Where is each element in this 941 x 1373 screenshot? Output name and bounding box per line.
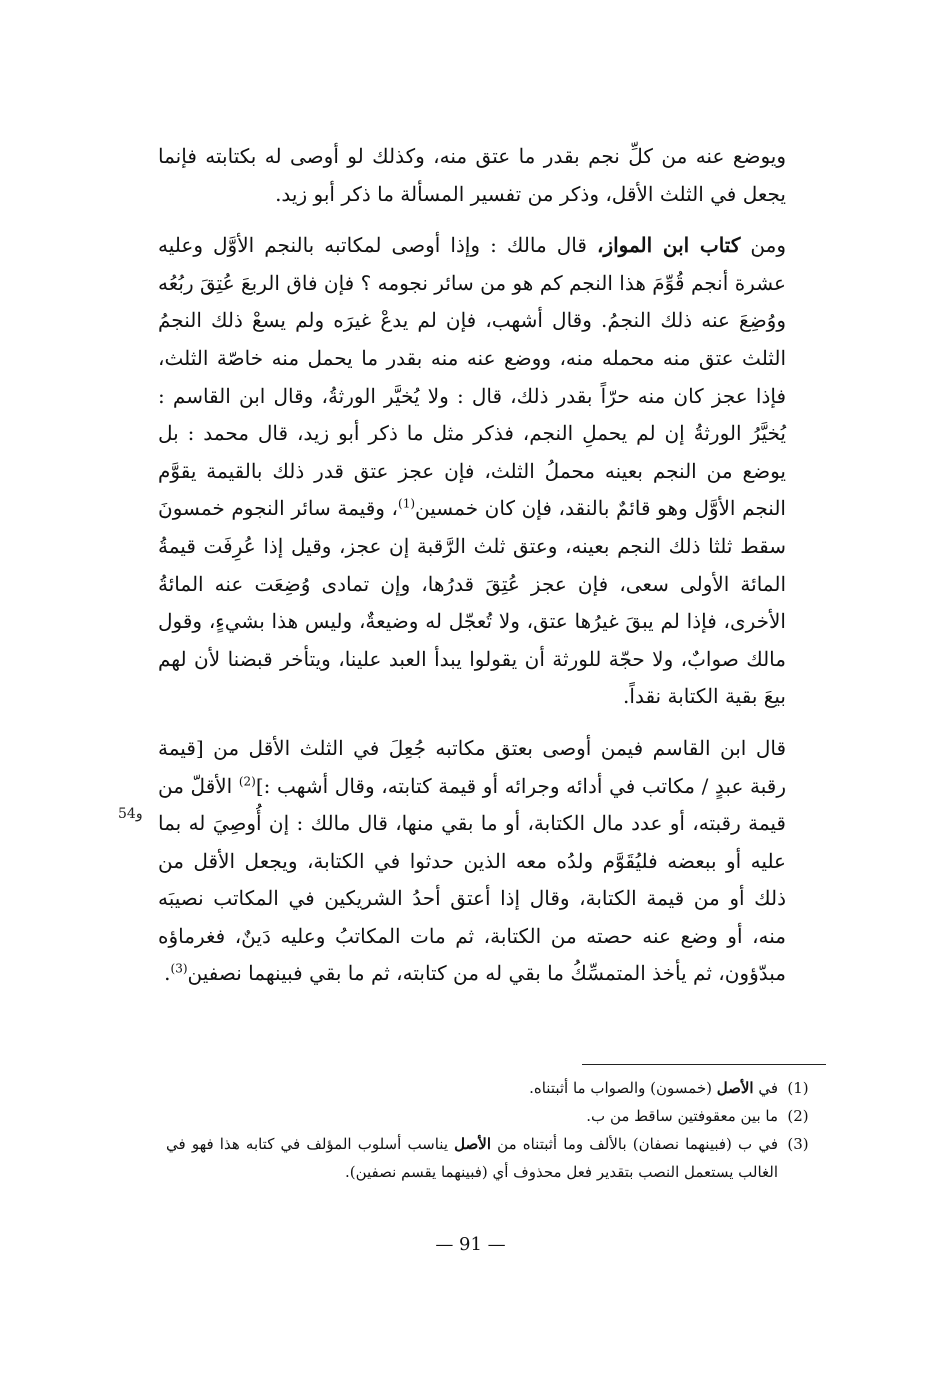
footnote-text-post: يناسب أسلوب المؤلف في كتابه هذا فهو في الغالب يستعمل النصب بتقدير فعل محذوف أي (فبينهما يقسم نصفين). bbox=[166, 1135, 778, 1181]
main-text bbox=[158, 138, 786, 993]
footnote-3 bbox=[166, 1130, 818, 1186]
manuscript-folio-note: 54و bbox=[118, 806, 143, 822]
paragraph-3-part-a: قال ابن القاسم فيمن أوصى بعتق مكاتبه جُعِلَ في الثلث الأقل من [قيمة رقبة عبدٍ / مكاتب في أدائه وجرائه أو قيمة كتابته، وقال أشهب :] bbox=[158, 735, 786, 798]
paragraph-1-text: ويوضع عنه من كلِّ نجم بقدر ما عتق منه، وكذلك لو أوصى له بكتابته فإنما يجعل في الثلث الأقل، وذكر من تفسير المسألة ما ذكر أبو زيد. bbox=[158, 144, 786, 206]
paragraph-2-tail: ، وقيمة سائر النجوم خمسونَ سقط ثلثا ذلك النجم بعينه، وعتق ثلث الرَّقبة إن عجز، وقيل إذا عُرِفَت قيمةُ المائة الأولى سعى، فإن عجز عُتِقَ قدرُها، وإن تمادى وُضِعَت عنه المائةُ الأخرى، فإذا لم يبقَ غيرُها عتق، ولا تُعجّل له وضيعةٌ، وليس هذا بشيءٍ، وقول مالك صوابٌ، ولا حجّة للورثة أن يقولوا يبدأ العبد علينا، ويتأخر قبضنا لأن لهم بيعَ بقية الكتابة نقداً. bbox=[158, 496, 786, 709]
footnote-text-post: (خمسون) والصواب ما أثبتناه. bbox=[529, 1079, 717, 1097]
paragraph-2-text: قال مالك : وإذا أوصى لمكاتبه بالنجم الأوَّل وعليه عشرة أنجم قُوِّمَ هذا النجم كم هو من سائر نجومه ؟ فإن فاق الربعَ عُتِقَ ربُعُه ووُضِعَ عنه ذلك النجمُ. وقال أشهب، فإن لم يدعْ غيرَه ولم يسعْ ذلك النجمُ الثلث عتق منه محمله منه، ووضع عنه منه بقدر ما يحمل منه خاصّة الثلث، فإذا عجز كان منه حرّاً بقدر ذلك، قال : ولا يُخيَّر الورثةُ، وقال ابن القاسم : يُخيَّرُ الورثةُ إن لم يحملِ النجم، فذكر مثل ما ذكر أبو زيد، قال محمد : بل يوضع من النجم بعينه محملُ الثلث، فإن عجز عتق قدر ذلك بالقيمة يقوَّم النجم الأوَّل وهو قائمٌ بالنقد، فإن كان خمسين bbox=[158, 233, 787, 521]
footnotes bbox=[166, 1074, 818, 1186]
page-number: — 91 — bbox=[435, 1234, 506, 1255]
footnote-number: (3) bbox=[787, 1135, 809, 1153]
footnote-source-name: الأصل bbox=[716, 1079, 754, 1097]
footnote-ref-3[interactable]: (3) bbox=[170, 961, 188, 976]
paragraph-1 bbox=[158, 138, 786, 213]
footnote-text-pre: في bbox=[753, 1079, 778, 1097]
paragraph-3-part-b: الأقلّ من قيمة رقبته، أو عدد مال الكتابة، أو ما بقي منها، قال مالك : إن أُوصِيَ له بما عليه أو ببعضه فليُقَوَّم ولدُه معه الذين حدثوا في الكتابة، ويجعل الأقل من ذلك أو من قيمة الكتابة، وقال إذا أعتق أحدُ الشريكين في المكاتب نصيبَه منه، أو وضع عنه حصته من الكتابة، ثم مات المكاتبُ وعليه دَينٌ، فغرماؤه مبدّؤون، ثم يأخذ المتمسِّكُ ما بقي له من كتابته، ثم ما بقي فبينهما نصفين bbox=[158, 773, 786, 986]
footnote-ref-2[interactable]: (2) bbox=[238, 773, 256, 788]
footnote-text bbox=[166, 1074, 778, 1102]
footnote-number: (1) bbox=[787, 1079, 809, 1097]
footnote-text-pre: في ب (فبينهما نصفان) بالألف وما أثبتناه من bbox=[491, 1135, 778, 1153]
footnote-2 bbox=[166, 1102, 818, 1130]
footnote-text bbox=[166, 1102, 778, 1130]
footnote-1 bbox=[166, 1074, 818, 1102]
footnote-divider bbox=[582, 1064, 826, 1065]
book-title: كتاب ابن المواز، bbox=[596, 233, 741, 258]
footnote-number: (2) bbox=[787, 1107, 809, 1125]
paragraph-3 bbox=[158, 730, 786, 993]
paragraph-2-lead: ومن bbox=[740, 233, 787, 258]
paragraph-2 bbox=[158, 227, 786, 716]
footnote-ref-1[interactable]: (1) bbox=[398, 496, 416, 511]
footnote-text bbox=[166, 1130, 778, 1186]
paragraph-3-end: . bbox=[164, 961, 171, 986]
footnote-source-name: الأصل bbox=[454, 1135, 491, 1153]
footnote-text-pre: ما بين معقوفتين ساقط من ب. bbox=[586, 1107, 778, 1125]
